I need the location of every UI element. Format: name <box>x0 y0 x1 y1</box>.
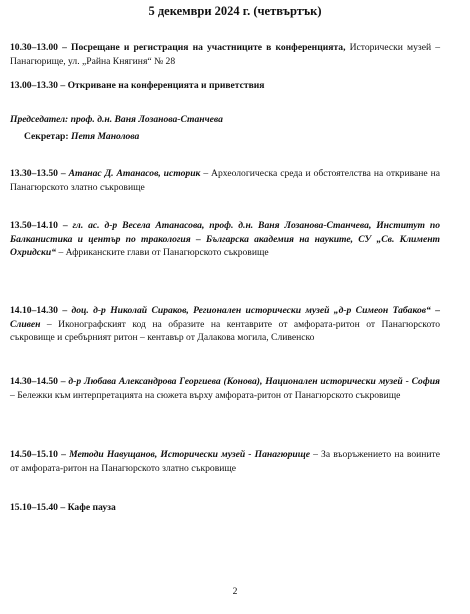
talk-title: – За въоръжението на воините от амфората-ритон на Панагюрското златно съкровище <box>10 449 440 474</box>
talk-authors: Атанас Д. Атанасов, историк <box>68 168 201 179</box>
coffee-break-time: 15.10–15.40 <box>10 502 58 513</box>
chair-label: Председател: <box>10 114 69 125</box>
talk-item <box>10 167 440 194</box>
secretary-name: Петя Манолова <box>68 131 140 142</box>
talk-time: 13.30–13.50 <box>10 168 58 179</box>
registration-item <box>10 41 440 68</box>
talk-item <box>10 219 440 260</box>
opening-time: 13.00–13.30 <box>10 80 58 91</box>
talk-separator: – <box>57 449 70 460</box>
talk-time: 13.50–14.10 <box>10 220 58 231</box>
opening-item <box>10 79 440 93</box>
talk-time: 14.50–15.10 <box>10 449 58 460</box>
coffee-break-title: – Кафе пауза <box>57 502 116 513</box>
talk-time: 14.30–14.50 <box>10 376 58 387</box>
registration-text: Исторически музей – Панагюрище, ул. „Райна Княгиня“ № 28 <box>10 42 440 67</box>
talk-title: – Археологическа среда и обстоятелства на откриване на Панагюрското златно съкровище <box>10 168 440 193</box>
secretary-label: Секретар: <box>24 131 69 142</box>
coffee-break-item <box>10 501 440 515</box>
page-number: 2 <box>232 586 238 597</box>
talk-separator: – <box>57 305 72 316</box>
talk-authors: доц. д-р Николай Сираков, Регионален исторически музей „д-р Симеон Табаков“ – Сливен <box>10 305 440 330</box>
registration-time: 10.30–13.00 <box>10 42 58 53</box>
talk-item <box>10 304 440 345</box>
registration-title: – Посрещане и регистрация на участниците в конференцията, <box>57 42 346 53</box>
day-heading: 5 декември 2024 г. (четвъртък) <box>148 4 322 18</box>
chair-line <box>10 113 440 127</box>
talk-title: – Иконографският код на образите на кентаврите от амфората-ритон от Панагюрското съкровище и сребърният ритон – кентавър от Далакова могила, Сливенско <box>10 318 440 343</box>
talk-authors: д-р Любава Александрова Георгиева (Конова), Национален исторически музей - София <box>68 376 440 387</box>
talk-separator: – <box>57 168 69 179</box>
talk-item <box>10 448 440 475</box>
talk-title: – Африканските глави от Панагюрското съкровище <box>56 247 269 258</box>
opening-title: – Откриване на конференцията и приветствия <box>57 80 265 91</box>
talk-item <box>10 375 440 402</box>
talk-authors: гл. ас. д-р Весела Атанасова, проф. д.н. Ваня Лозанова-Станчева, Институт по Балканистика и център по тракология – Българска академия на науките, СУ „Св. Климент Охридски“ <box>10 220 441 258</box>
talk-separator: – <box>57 376 69 387</box>
talk-separator: – <box>57 220 73 231</box>
talk-title: – Бележки към интерпретацията на сюжета върху амфората-ритон от Панагюрското съкровище <box>10 389 401 401</box>
talk-time: 14.10–14.30 <box>10 305 58 316</box>
secretary-line <box>10 130 454 144</box>
chair-name: проф. д.н. Ваня Лозанова-Станчева <box>68 114 223 125</box>
talk-authors: Методи Навущанов, Исторически музей - Панагюрище <box>69 449 310 460</box>
